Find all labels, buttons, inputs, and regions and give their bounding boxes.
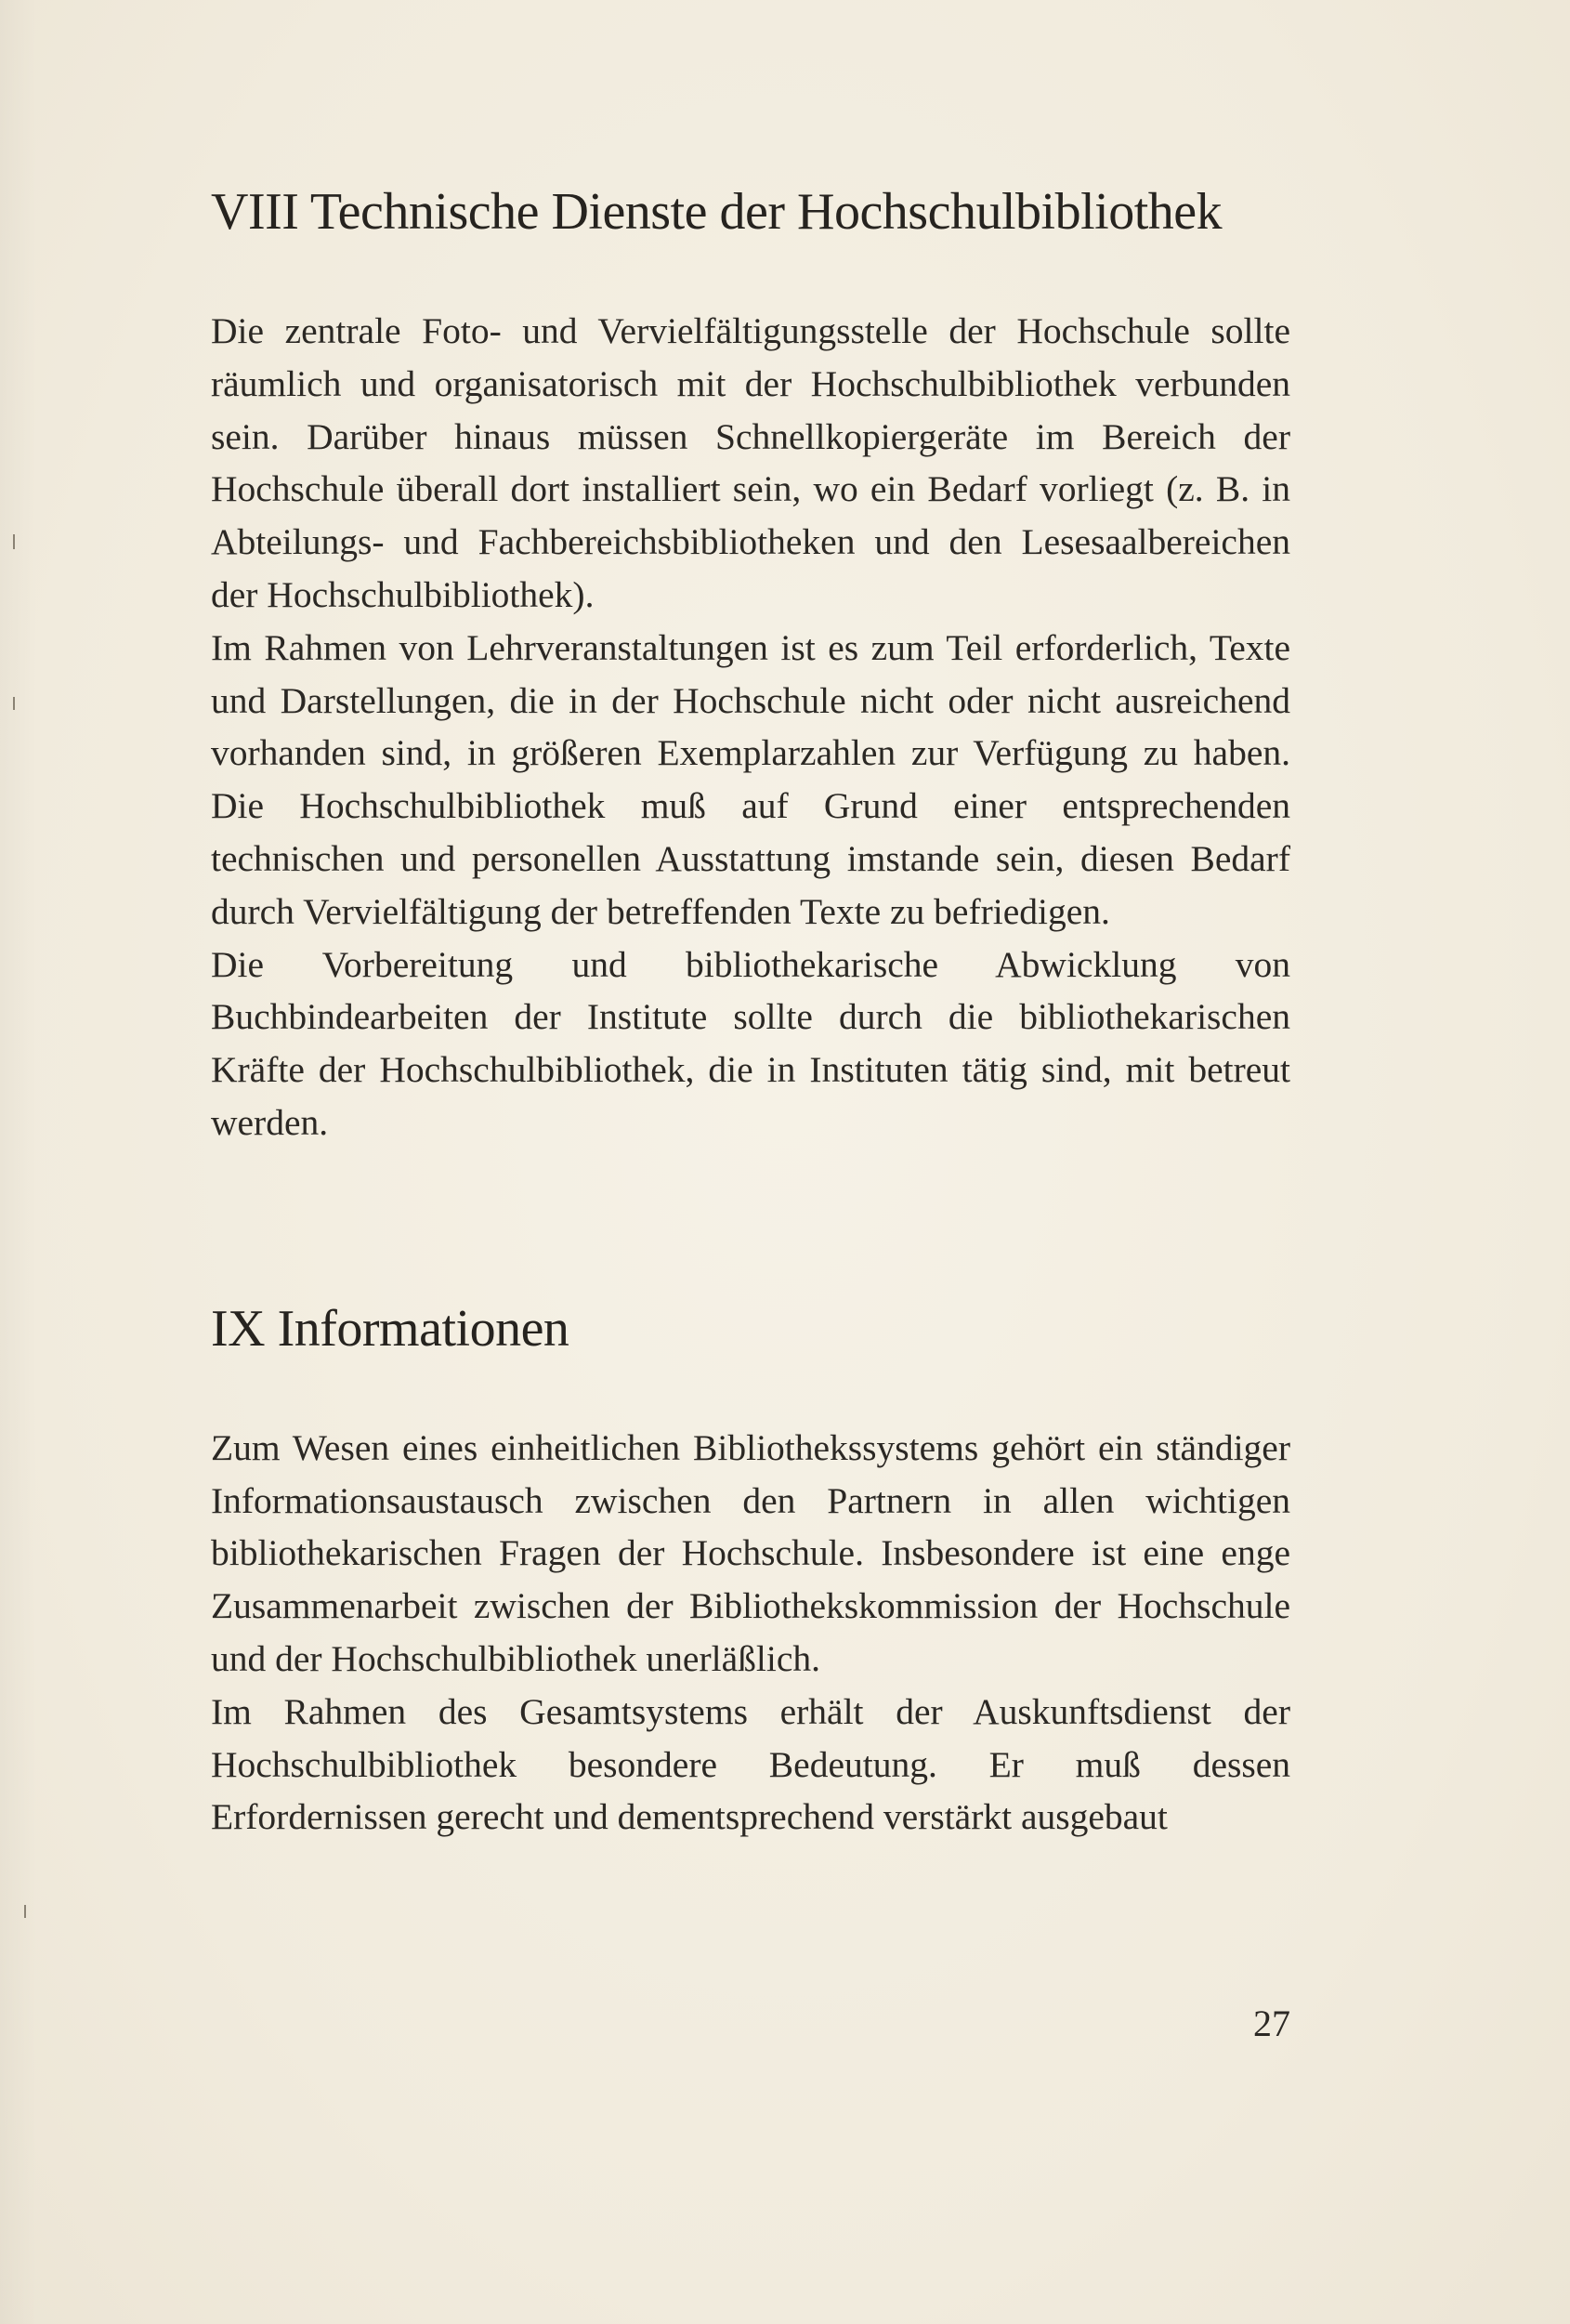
margin-mark [13,534,15,549]
paragraph: Zum Wesen eines einheitlichen Bibliothekssystems gehört ein ständiger Informationsaustausch zwischen den Partnern in allen wichtigen bibliothekarischen Fragen der Hochschule. Insbesondere ist eine enge Zusammenarbeit zwischen der Bibliothekskommission der Hochschule und der Hochschulbibliothek unerläßlich. [211,1426,1290,1679]
margin-mark [13,697,15,710]
paragraph: Im Rahmen von Lehrveranstaltungen ist es zum Teil erforderlich, Texte und Darstellungen, die in der Hochschule nicht oder nicht ausreichend vorhanden sind, in größeren Exemplarzahlen zur Verfügung zu haben. Die Hochschulbibliothek muß auf Grund einer entsprechenden technischen und personellen Ausstattung imstande sein, diesen Bedarf durch Vervielfältigung der betreffenden Texte zu befriedigen. [211,626,1290,932]
paragraph: Die Vorbereitung und bibliothekarische Abwicklung von Buchbindearbeiten der Institute sollte durch die bibliothekarischen Kräfte der Hochschulbibliothek, die in Instituten tätig sind, mit betreut werden. [211,943,1290,1143]
section-informationen [211,1293,1290,1844]
page-number: 27 [1253,2002,1290,2044]
text-block [211,177,1290,1844]
section-heading: IX Informationen [211,1299,569,1358]
margin-mark [24,1905,26,1918]
paragraph: Die zentrale Foto- und Vervielfältigungsstelle der Hochschule sollte räumlich und organisatorisch mit der Hochschulbibliothek verbunden sein. Darüber hinaus müssen Schnellkopiergeräte im Bereich der Hochschule überall dort installiert sein, wo ein Bedarf vorliegt (z. B. in Abteilungs- und Fachbereichsbibliotheken und den Lesesaalbereichen der Hochschulbibliothek). [211,310,1290,615]
section-heading: VIII Technische Dienste der Hochschulbibliothek [211,183,1223,241]
paragraph: Im Rahmen des Gesamtsystems erhält der Auskunftsdienst der Hochschulbibliothek besondere Bedeutung. Er muß dessen Erfordernissen gerecht und dementsprechend verstärkt ausgebaut [211,1690,1290,1838]
section-technische-dienste [211,177,1290,1149]
